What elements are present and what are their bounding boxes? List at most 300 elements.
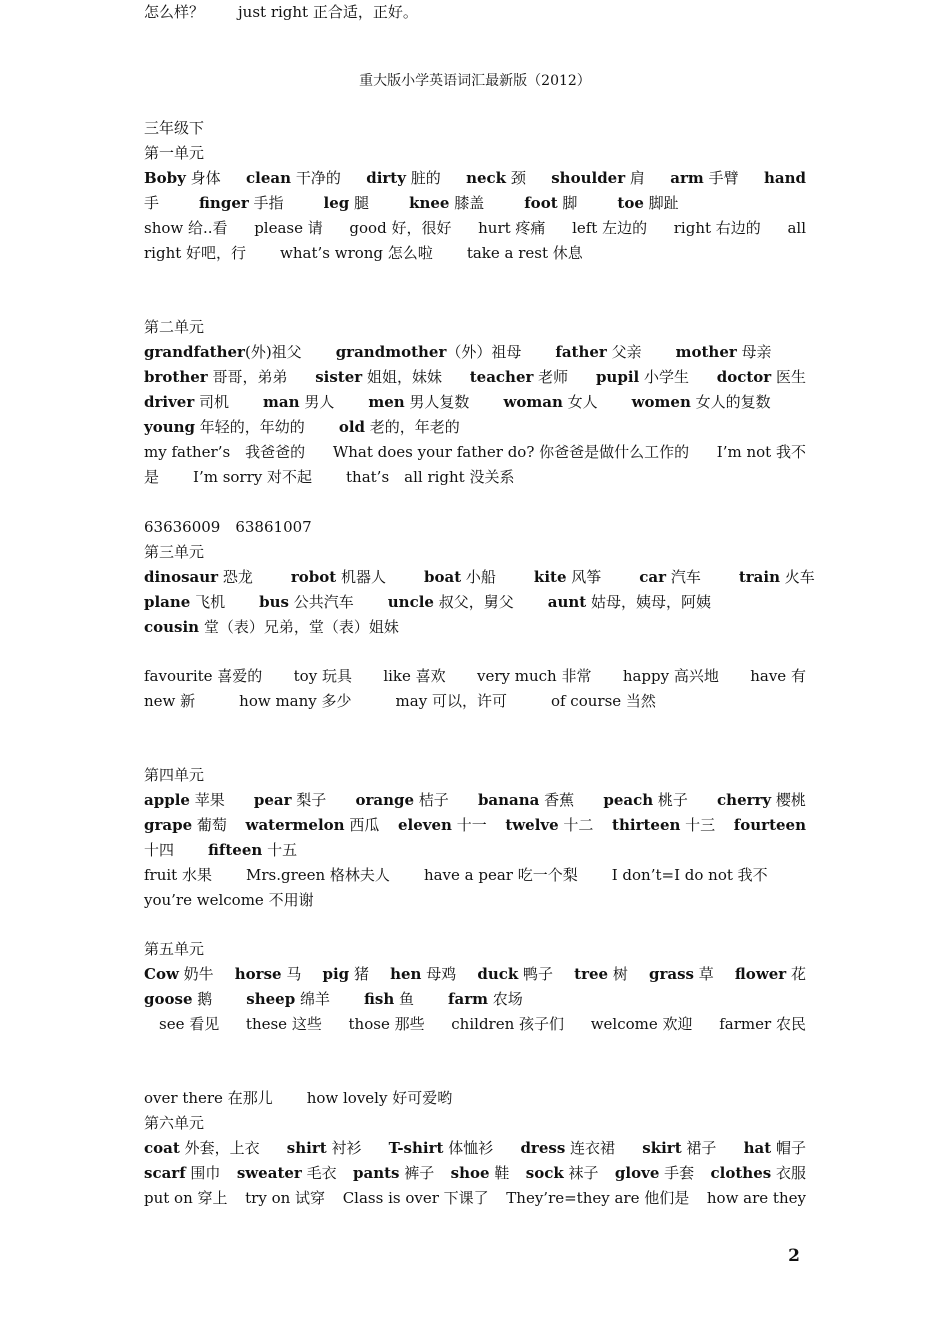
vocab-word: robot xyxy=(290,568,337,586)
vocab-entry xyxy=(717,440,806,465)
vocab-entry xyxy=(383,664,445,689)
vocab-entry xyxy=(307,1086,453,1111)
vocab-word: shoulder xyxy=(551,169,626,187)
vocab-entry xyxy=(336,340,522,365)
vocab-entry xyxy=(287,1136,362,1161)
vocab-meaning: have 有 xyxy=(750,667,806,685)
vocab-word: car xyxy=(639,568,667,586)
document-header: 重大版小学英语词汇最新版（2012） xyxy=(359,73,591,89)
vocab-entry xyxy=(467,241,583,266)
vocab-entry xyxy=(674,216,761,241)
vocab-word: father xyxy=(555,343,607,361)
vocab-entry xyxy=(548,590,711,615)
vocab-meaning: 姑母，姨母，阿姨 xyxy=(586,593,711,611)
vocab-word: goose xyxy=(144,990,193,1008)
vocab-meaning: what’s wrong 怎么啦 xyxy=(280,244,433,262)
vocab-entry xyxy=(199,191,284,216)
section-heading: 第三单元 xyxy=(144,543,205,561)
vocab-entry xyxy=(193,465,312,490)
vocab-entry xyxy=(346,465,514,490)
vocab-meaning: 桃子 xyxy=(653,791,688,809)
vocab-entry xyxy=(676,340,772,365)
vocab-entry xyxy=(144,615,399,640)
vocab-meaning: right 好吧，行 xyxy=(144,244,247,262)
vocab-word: fourteen xyxy=(733,816,806,834)
vocab-entry xyxy=(506,1186,689,1211)
vocab-word: sister xyxy=(315,368,363,386)
vocab-line xyxy=(144,1161,806,1186)
vocab-entry xyxy=(246,813,380,838)
vocab-meaning: toy 玩具 xyxy=(293,667,352,685)
vocab-word: eleven xyxy=(397,816,452,834)
vocab-entry xyxy=(555,340,641,365)
vocab-meaning: Class is over 下课了 xyxy=(342,1189,489,1207)
vocab-meaning: 脚趾 xyxy=(643,194,679,212)
vocab-entry xyxy=(144,415,305,440)
vocab-entry xyxy=(294,664,352,689)
vocab-word: shoe xyxy=(450,1164,490,1182)
vocab-entry xyxy=(739,565,815,590)
vocab-meaning: 农场 xyxy=(488,990,523,1008)
vocab-word: Boby xyxy=(144,169,186,187)
vocab-meaning: 小船 xyxy=(461,568,496,586)
vocab-meaning: 是 xyxy=(144,468,160,486)
vocab-word: kite xyxy=(533,568,567,586)
vocab-entry xyxy=(254,216,323,241)
vocab-entry xyxy=(259,590,354,615)
vocab-entry xyxy=(263,390,334,415)
vocab-entry xyxy=(246,166,341,191)
vocab-entry xyxy=(711,1161,806,1186)
vocab-line xyxy=(144,565,815,590)
vocab-entry xyxy=(478,216,545,241)
vocab-meaning: 母鸡 xyxy=(421,965,457,983)
vocab-entry xyxy=(642,1136,716,1161)
vocab-meaning: 苹果 xyxy=(189,791,225,809)
vocab-meaning: 草 xyxy=(694,965,714,983)
vocab-meaning: 猪 xyxy=(349,965,369,983)
vocab-meaning: those 那些 xyxy=(348,1015,425,1033)
vocab-word: horse xyxy=(234,965,282,983)
vocab-entry xyxy=(617,191,678,216)
vocab-line xyxy=(144,191,806,216)
vocab-entry xyxy=(707,1186,806,1211)
vocab-meaning: 火车 xyxy=(779,568,815,586)
text-line: 63636009 63861007 xyxy=(144,518,312,536)
vocab-meaning: 堂（表）兄弟，堂（表）姐妹 xyxy=(199,618,399,636)
vocab-meaning: just right 正合适，正好。 xyxy=(238,3,418,21)
vocab-meaning: 小学生 xyxy=(639,368,689,386)
vocab-entry xyxy=(144,365,287,390)
vocab-entry xyxy=(144,340,302,365)
vocab-entry xyxy=(144,838,174,863)
vocab-meaning: 机器人 xyxy=(336,568,386,586)
vocab-meaning: 叔父，舅父 xyxy=(433,593,514,611)
vocab-word: teacher xyxy=(469,368,534,386)
vocab-meaning: 桔子 xyxy=(414,791,449,809)
vocab-entry xyxy=(324,191,370,216)
vocab-meaning: 鸭子 xyxy=(518,965,554,983)
vocab-line xyxy=(144,340,806,365)
vocab-entry xyxy=(364,987,414,1012)
vocab-entry xyxy=(764,166,806,191)
vocab-meaning: all xyxy=(787,219,806,237)
vocab-meaning: 老师 xyxy=(533,368,569,386)
vocab-meaning: 汽车 xyxy=(666,568,701,586)
vocab-line xyxy=(144,241,806,266)
vocab-entry xyxy=(280,241,433,266)
vocab-meaning: how many 多少 xyxy=(239,692,352,710)
vocab-word: grandfather xyxy=(144,343,245,361)
vocab-entry xyxy=(470,365,568,390)
vocab-entry xyxy=(144,0,204,25)
vocab-word: arm xyxy=(670,169,704,187)
vocab-word: women xyxy=(631,393,691,411)
vocab-meaning: left 左边的 xyxy=(572,219,648,237)
vocab-entry xyxy=(368,390,469,415)
vocab-meaning: 风筝 xyxy=(566,568,602,586)
vocab-line xyxy=(144,1136,806,1161)
vocab-word: toe xyxy=(617,194,644,212)
vocab-meaning: 十五 xyxy=(262,841,298,859)
vocab-meaning: 香蕉 xyxy=(539,791,575,809)
vocab-meaning: favourite 喜爱的 xyxy=(144,667,263,685)
vocab-meaning: 连衣裙 xyxy=(565,1139,616,1157)
vocab-meaning: 腿 xyxy=(349,194,370,212)
vocab-entry xyxy=(734,813,806,838)
vocab-entry xyxy=(144,590,225,615)
vocab-meaning: fruit 水果 xyxy=(144,866,212,884)
vocab-line xyxy=(144,987,806,1012)
vocab-meaning: 鹅 xyxy=(192,990,213,1008)
vocab-word: mother xyxy=(675,343,737,361)
vocab-meaning: 手臂 xyxy=(703,169,739,187)
vocab-line xyxy=(144,1012,806,1037)
vocab-entry xyxy=(389,1136,494,1161)
vocab-entry xyxy=(144,241,246,266)
vocab-meaning: 手套 xyxy=(659,1164,695,1182)
vocab-entry xyxy=(477,962,553,987)
vocab-entry xyxy=(615,1161,694,1186)
vocab-meaning: 恐龙 xyxy=(218,568,253,586)
vocab-word: hat xyxy=(743,1139,772,1157)
vocab-entry xyxy=(144,1136,260,1161)
vocab-line xyxy=(144,365,806,390)
vocab-line xyxy=(144,788,806,813)
vocab-entry xyxy=(349,1012,425,1037)
vocab-meaning: very much 非常 xyxy=(477,667,592,685)
vocab-line xyxy=(144,0,806,25)
vocab-word: aunt xyxy=(547,593,587,611)
vocab-word: uncle xyxy=(387,593,434,611)
vocab-entry xyxy=(466,166,526,191)
vocab-entry xyxy=(551,166,645,191)
vocab-meaning: 姐姐，妹妹 xyxy=(362,368,442,386)
vocab-word: cherry xyxy=(717,791,772,809)
vocab-meaning: 父亲 xyxy=(606,343,642,361)
vocab-entry xyxy=(238,0,418,25)
vocab-entry xyxy=(144,390,229,415)
vocab-entry xyxy=(524,191,577,216)
vocab-word: old xyxy=(338,418,366,436)
vocab-meaning: 十四 xyxy=(144,841,175,859)
vocab-entry xyxy=(448,987,523,1012)
vocab-line xyxy=(144,664,806,689)
vocab-entry xyxy=(144,191,159,216)
vocab-entry xyxy=(520,1136,615,1161)
vocab-meaning: may 可以，许可 xyxy=(395,692,507,710)
vocab-meaning: 围巾 xyxy=(185,1164,221,1182)
vocab-entry xyxy=(596,365,689,390)
vocab-meaning: 帽子 xyxy=(771,1139,806,1157)
vocab-word: pants xyxy=(353,1164,400,1182)
vocab-word: hand xyxy=(763,169,806,187)
vocab-line xyxy=(144,440,806,465)
vocab-entry xyxy=(144,813,227,838)
vocab-meaning: 脚 xyxy=(557,194,578,212)
vocab-meaning: 裤子 xyxy=(399,1164,435,1182)
vocab-entry xyxy=(424,863,578,888)
vocab-word: neck xyxy=(466,169,507,187)
vocab-meaning: 马 xyxy=(281,965,302,983)
vocab-line xyxy=(144,863,806,888)
vocab-entry xyxy=(144,1086,273,1111)
vocab-entry xyxy=(349,216,451,241)
vocab-word: finger xyxy=(199,194,249,212)
vocab-word: duck xyxy=(477,965,519,983)
vocab-entry xyxy=(612,813,715,838)
vocab-entry xyxy=(612,863,768,888)
vocab-entry xyxy=(409,191,484,216)
vocab-meaning: （外）祖母 xyxy=(446,343,522,361)
vocab-meaning: my father’s 我爸爸的 xyxy=(144,443,306,461)
vocab-word: boat xyxy=(423,568,462,586)
vocab-entry xyxy=(478,788,574,813)
vocab-word: Cow xyxy=(144,965,179,983)
vocab-meaning: see 看见 xyxy=(144,1015,220,1033)
vocab-entry xyxy=(744,1136,806,1161)
vocab-entry xyxy=(322,962,368,987)
vocab-entry xyxy=(144,166,221,191)
vocab-entry xyxy=(144,565,253,590)
vocab-meaning: 树 xyxy=(608,965,628,983)
vocab-entry xyxy=(144,962,214,987)
vocab-entry xyxy=(144,465,159,490)
vocab-entry xyxy=(245,1186,325,1211)
vocab-word: apple xyxy=(144,791,190,809)
vocab-entry xyxy=(315,365,442,390)
vocab-meaning: Mrs.green 格林夫人 xyxy=(245,866,390,884)
vocab-meaning: try on 试穿 xyxy=(245,1189,326,1207)
vocab-meaning: I’m not 我不 xyxy=(716,443,806,461)
vocab-meaning: 鱼 xyxy=(394,990,415,1008)
vocab-meaning: farmer 农民 xyxy=(719,1015,806,1033)
vocab-meaning: 飞机 xyxy=(190,593,226,611)
vocab-line xyxy=(144,615,806,640)
vocab-meaning: 肩 xyxy=(625,169,645,187)
vocab-meaning: 司机 xyxy=(194,393,230,411)
vocab-meaning: 衣服 xyxy=(771,1164,806,1182)
vocab-meaning: 母亲 xyxy=(736,343,772,361)
vocab-entry xyxy=(505,813,593,838)
vocab-word: sheep xyxy=(246,990,296,1008)
vocab-line xyxy=(144,962,806,987)
vocab-entry xyxy=(339,415,460,440)
vocab-meaning: (外)祖父 xyxy=(244,343,302,361)
vocab-line xyxy=(144,1086,806,1111)
vocab-word: pear xyxy=(253,791,292,809)
vocab-meaning: 膝盖 xyxy=(449,194,485,212)
section-heading: 第二单元 xyxy=(144,318,205,336)
vocab-meaning: 手 xyxy=(144,194,160,212)
vocab-meaning: 十一 xyxy=(451,816,487,834)
vocab-word: peach xyxy=(603,791,654,809)
vocab-word: bus xyxy=(259,593,289,611)
vocab-word: tree xyxy=(574,965,609,983)
vocab-word: men xyxy=(368,393,405,411)
vocab-word: pig xyxy=(322,965,350,983)
vocab-entry xyxy=(343,1186,489,1211)
vocab-meaning: 老的，年老的 xyxy=(365,418,460,436)
vocab-meaning: 奶牛 xyxy=(178,965,214,983)
vocab-meaning: please 请 xyxy=(254,219,323,237)
vocab-word: cousin xyxy=(144,618,200,636)
vocab-meaning: how are they xyxy=(706,1189,806,1207)
vocab-meaning: show 给..看 xyxy=(144,219,228,237)
vocab-meaning: of course 当然 xyxy=(550,692,656,710)
vocab-word: hen xyxy=(390,965,422,983)
vocab-meaning: 女人 xyxy=(562,393,598,411)
vocab-entry xyxy=(649,962,714,987)
vocab-meaning: 梨子 xyxy=(291,791,327,809)
vocab-word: sock xyxy=(525,1164,564,1182)
vocab-meaning: 怎么样？ xyxy=(144,3,205,21)
vocab-entry xyxy=(366,166,441,191)
vocab-entry xyxy=(353,1161,434,1186)
vocab-entry xyxy=(254,788,326,813)
vocab-word: pupil xyxy=(595,368,640,386)
vocab-meaning: good 好，很好 xyxy=(349,219,452,237)
vocab-word: grass xyxy=(649,965,694,983)
vocab-meaning: have a pear 吃一个梨 xyxy=(423,866,578,884)
vocab-meaning: that’s all right 没关系 xyxy=(346,468,515,486)
vocab-word: twelve xyxy=(505,816,559,834)
vocab-meaning: 年轻的，年幼的 xyxy=(195,418,305,436)
vocab-meaning: these 这些 xyxy=(245,1015,322,1033)
vocab-word: scarf xyxy=(144,1164,186,1182)
vocab-meaning: 医生 xyxy=(771,368,806,386)
vocab-meaning: 十三 xyxy=(680,816,716,834)
vocab-word: leg xyxy=(323,194,350,212)
vocab-line xyxy=(144,390,806,415)
vocab-meaning: like 喜欢 xyxy=(383,667,446,685)
vocab-entry xyxy=(246,987,330,1012)
vocab-word: flower xyxy=(734,965,787,983)
vocab-word: young xyxy=(144,418,196,436)
vocab-entry xyxy=(526,1161,599,1186)
vocab-meaning: 手指 xyxy=(248,194,284,212)
vocab-meaning: 脏的 xyxy=(405,169,441,187)
vocab-entry xyxy=(398,813,487,838)
vocab-word: train xyxy=(738,568,780,586)
vocab-meaning: 裙子 xyxy=(681,1139,717,1157)
vocab-meaning: 樱桃 xyxy=(771,791,806,809)
vocab-entry xyxy=(333,440,689,465)
vocab-entry xyxy=(144,987,212,1012)
vocab-meaning: hurt 疼痛 xyxy=(478,219,546,237)
section-heading: 第五单元 xyxy=(144,940,205,958)
vocab-meaning: They’re=they are 他们是 xyxy=(506,1189,690,1207)
vocab-line xyxy=(144,590,806,615)
vocab-meaning: 十二 xyxy=(558,816,594,834)
vocab-entry xyxy=(603,788,688,813)
vocab-word: T-shirt xyxy=(388,1139,444,1157)
vocab-meaning: 女人的复数 xyxy=(690,393,771,411)
vocab-entry xyxy=(144,788,225,813)
vocab-meaning: I’m sorry 对不起 xyxy=(193,468,313,486)
vocab-entry xyxy=(750,664,806,689)
vocab-word: grape xyxy=(144,816,193,834)
vocab-word: orange xyxy=(355,791,415,809)
vocab-entry xyxy=(239,689,351,714)
vocab-meaning: 身体 xyxy=(185,169,221,187)
vocab-word: banana xyxy=(477,791,540,809)
vocab-entry xyxy=(390,962,456,987)
vocab-word: thirteen xyxy=(612,816,681,834)
vocab-entry xyxy=(291,565,386,590)
vocab-entry xyxy=(451,1012,564,1037)
vocab-entry xyxy=(574,962,628,987)
vocab-entry xyxy=(503,390,597,415)
vocab-meaning: right 右边的 xyxy=(673,219,761,237)
vocab-meaning: 绵羊 xyxy=(295,990,330,1008)
vocab-word: shirt xyxy=(286,1139,327,1157)
vocab-entry xyxy=(424,565,496,590)
vocab-entry xyxy=(623,664,719,689)
vocab-meaning: 西瓜 xyxy=(344,816,380,834)
vocab-word: knee xyxy=(409,194,450,212)
section-heading: 第四单元 xyxy=(144,766,205,784)
vocab-word: woman xyxy=(503,393,563,411)
vocab-entry xyxy=(572,216,647,241)
vocab-entry xyxy=(144,216,228,241)
vocab-word: man xyxy=(263,393,300,411)
vocab-entry xyxy=(591,1012,693,1037)
vocab-word: fish xyxy=(364,990,395,1008)
vocab-meaning: children 孩子们 xyxy=(451,1015,565,1033)
vocab-meaning: 葡萄 xyxy=(192,816,227,834)
vocab-entry xyxy=(477,664,591,689)
vocab-entry xyxy=(246,863,390,888)
vocab-entry xyxy=(719,1012,806,1037)
vocab-word: fifteen xyxy=(208,841,263,859)
vocab-word: doctor xyxy=(716,368,772,386)
vocab-meaning: new 新 xyxy=(144,692,196,710)
vocab-entry xyxy=(551,689,656,714)
vocab-entry xyxy=(670,166,738,191)
vocab-entry xyxy=(144,689,195,714)
vocab-meaning: 毛衣 xyxy=(301,1164,337,1182)
vocab-entry xyxy=(237,1161,337,1186)
vocab-entry xyxy=(355,788,448,813)
vocab-meaning: 干净的 xyxy=(291,169,341,187)
vocab-entry xyxy=(144,440,305,465)
vocab-meaning: how lovely 好可爱哟 xyxy=(306,1089,453,1107)
vocab-word: sweater xyxy=(236,1164,302,1182)
vocab-entry xyxy=(534,565,601,590)
vocab-meaning: 哥哥，弟弟 xyxy=(207,368,288,386)
vocab-meaning: put on 穿上 xyxy=(144,1189,228,1207)
